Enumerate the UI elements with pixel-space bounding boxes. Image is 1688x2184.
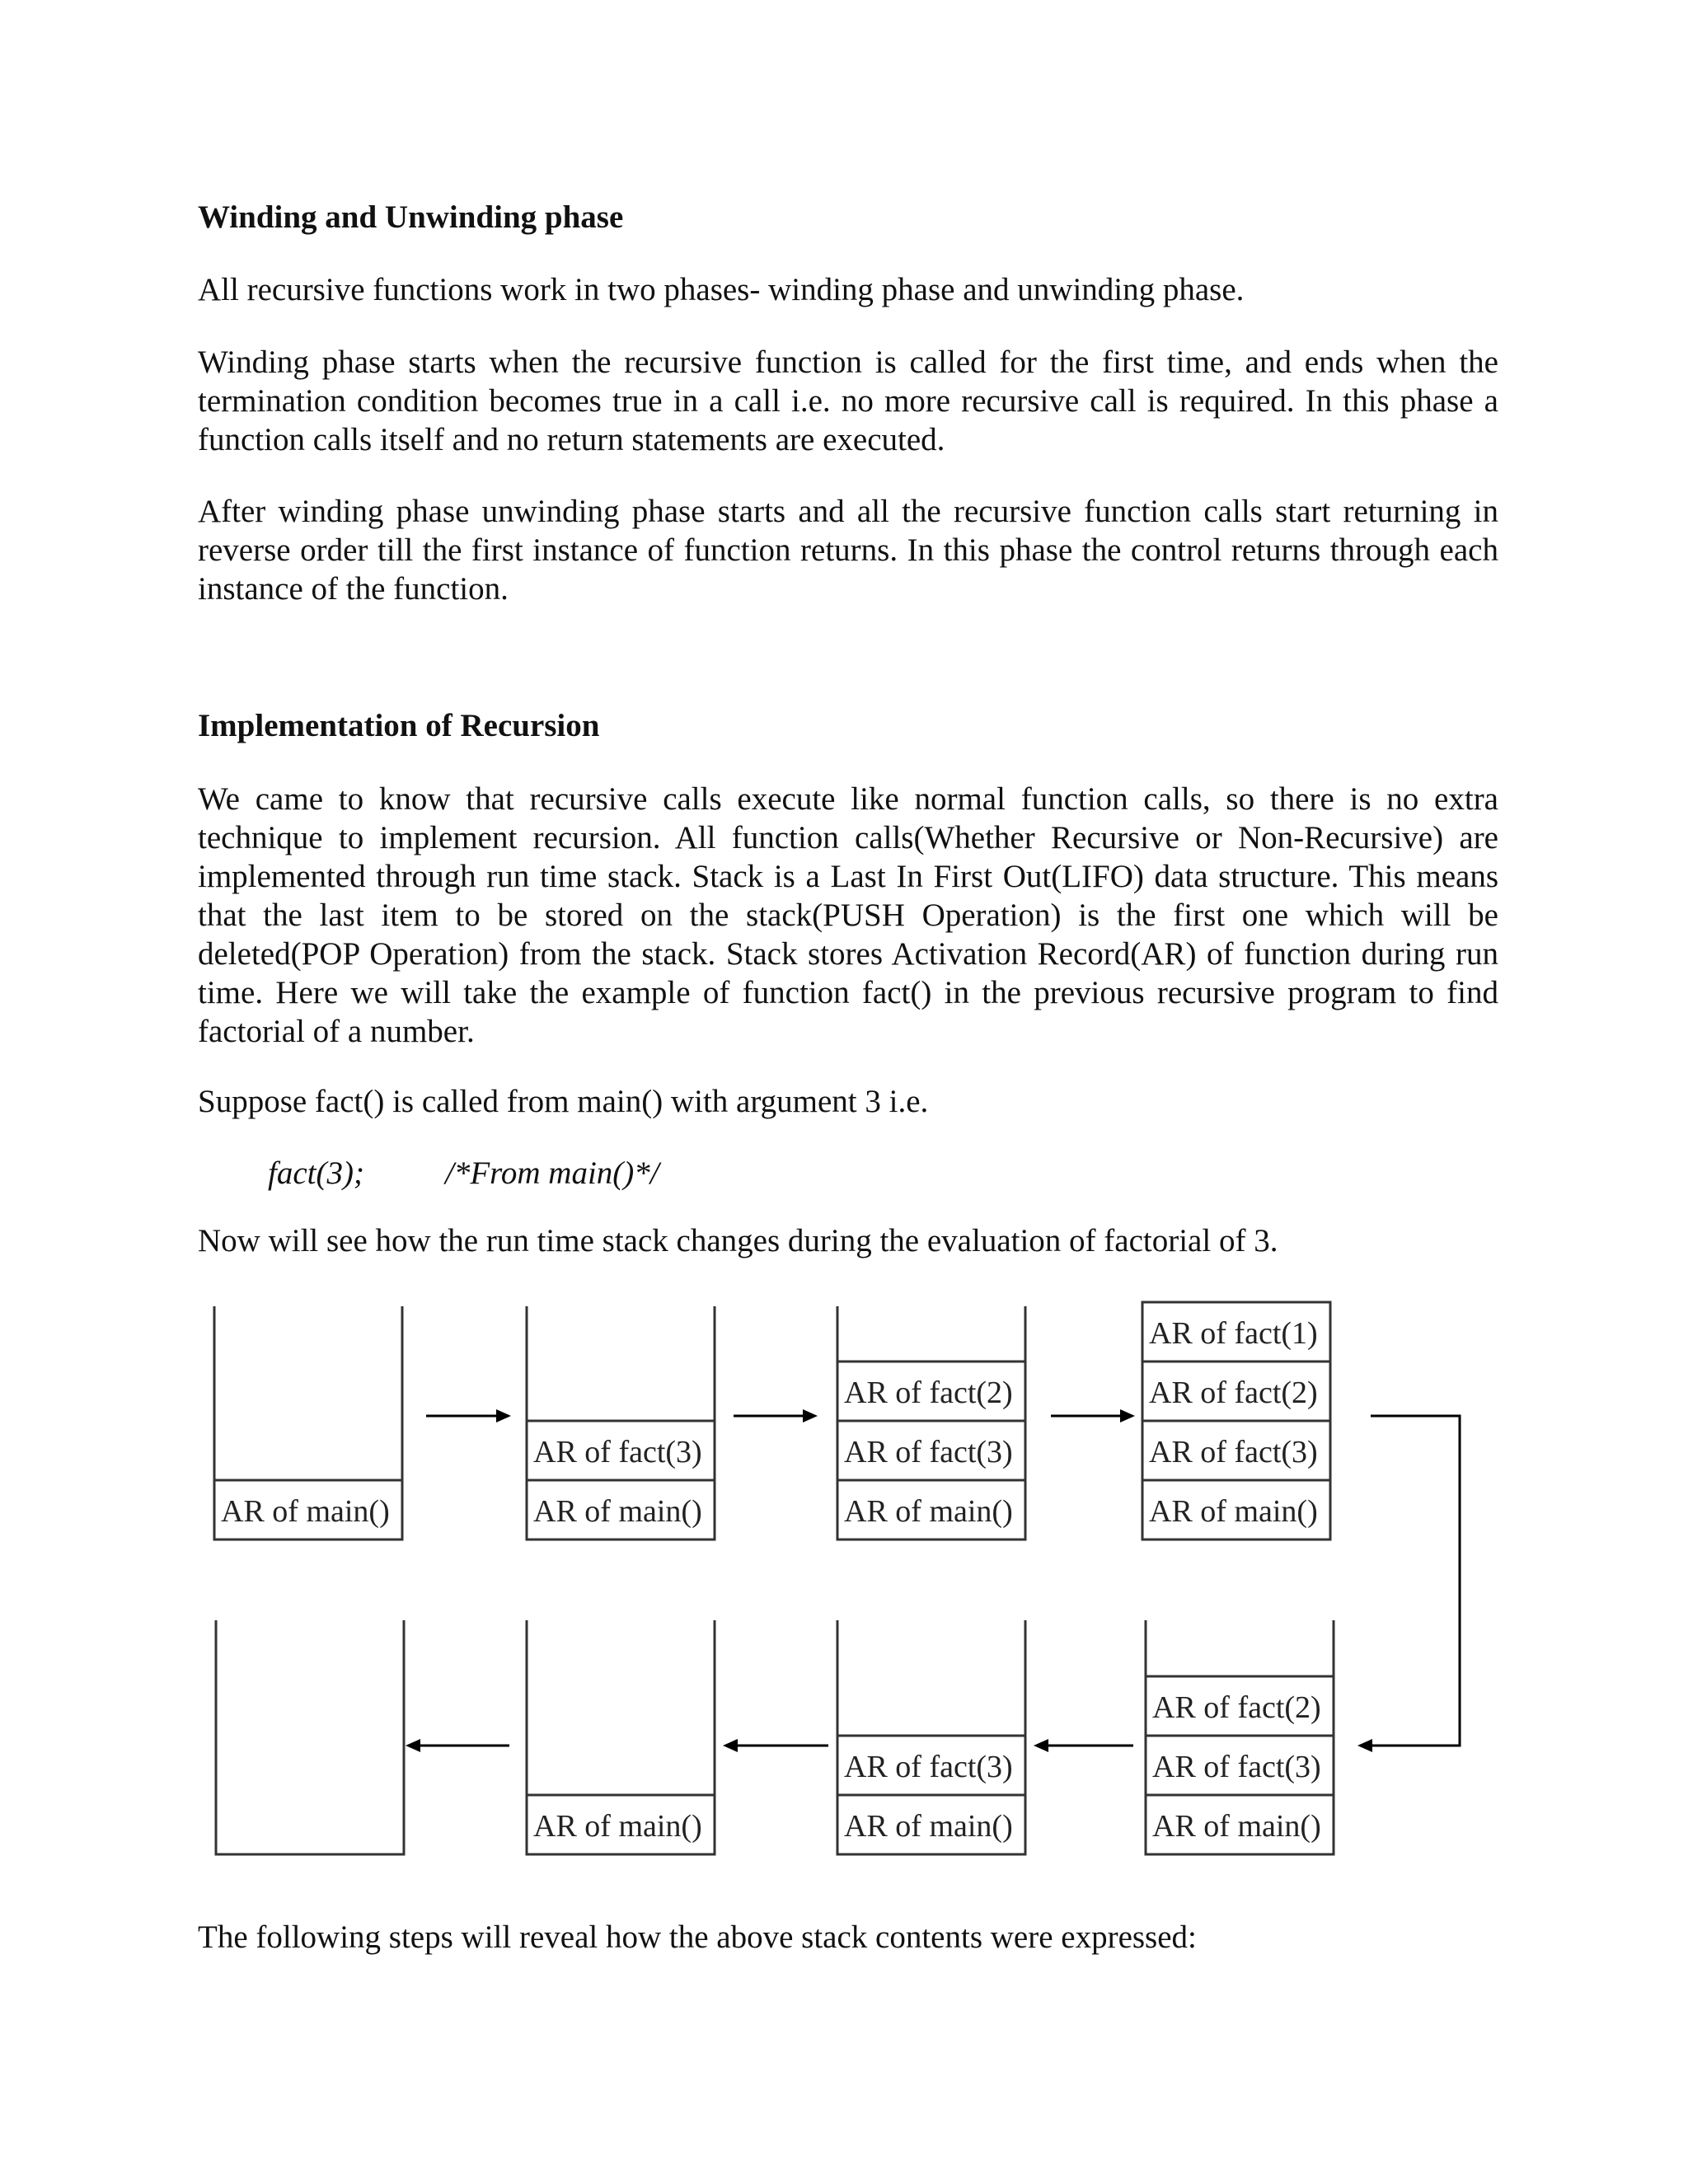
activation-record-label: AR of main() (533, 1494, 702, 1529)
code-comment: /*From main()*/ (445, 1155, 659, 1191)
activation-record-label: AR of main() (844, 1494, 1013, 1529)
unwinding-row-stack-4 (1146, 1620, 1334, 1854)
activation-record-label: AR of fact(3) (533, 1435, 702, 1469)
winding-row-stack-3 (837, 1306, 1025, 1540)
winding-row-stack-1 (214, 1306, 402, 1540)
activation-record-label: AR of main() (221, 1494, 390, 1529)
paragraph-fact-called: Suppose fact() is called from main() with argument 3 i.e. (198, 1084, 929, 1119)
activation-record-label: AR of fact(1) (1149, 1316, 1318, 1351)
heading-implementation: Implementation of Recursion (198, 708, 600, 743)
unwinding-row-stack-3 (837, 1620, 1025, 1854)
paragraph-unwinding-phase: After winding phase unwinding phase starts and all the recursive function calls start returning in reverse order till the first instance of function returns. In this phase the control returns through each instance of the function. (198, 494, 1498, 607)
activation-record-label: AR of fact(3) (1152, 1750, 1321, 1784)
unwinding-row-stack-2 (527, 1620, 715, 1854)
paragraph-two-phases: All recursive functions work in two phases- winding phase and unwinding phase. (198, 272, 1245, 307)
arrow-head-connector (1357, 1739, 1372, 1752)
winding-row-stack-4 (1142, 1302, 1330, 1540)
unwinding-row-stack-1 (216, 1620, 404, 1854)
activation-record-label: AR of fact(2) (1149, 1376, 1318, 1410)
arrow-head-pop-2 (723, 1739, 738, 1752)
activation-record-label: AR of fact(3) (1149, 1435, 1318, 1469)
arrow-head-pop-3 (406, 1739, 420, 1752)
arrow-head-push-3 (1120, 1409, 1135, 1422)
arrow-head-pop-1 (1034, 1739, 1048, 1752)
paragraph-stack-changes: Now will see how the run time stack changes during the evaluation of factorial of 3. (198, 1223, 1278, 1258)
arrow-head-push-1 (496, 1409, 511, 1422)
activation-record-label: AR of fact(2) (1152, 1690, 1321, 1725)
activation-record-label: AR of fact(3) (844, 1750, 1013, 1784)
activation-record-label: AR of fact(2) (844, 1376, 1013, 1410)
activation-record-label: AR of fact(3) (844, 1435, 1013, 1469)
arrow-head-push-2 (803, 1409, 818, 1422)
paragraph-run-time-stack: We came to know that recursive calls execute like normal function calls, so there is no extra technique to implement recursion. All function calls(Whether Recursive or Non-Recursive) are implemented through run time stack. Stack is a Last In First Out(LIFO) data structure. This means that the last item to be stored on the stack(PUSH Operation) is the first one which will be deleted(POP Operation) from the stack. Stack stores Activation Record(AR) of function during run time. Here we will take the example of function fact() in the previous recursive program to find factorial of a number. (198, 781, 1498, 1049)
paragraph-winding-phase: Winding phase starts when the recursive function is called for the first time, and ends when the termination condition becomes true in a call i.e. no more recursive call is required. In this phase a function calls itself and no return statements are executed. (198, 344, 1498, 457)
stack-container (216, 1620, 404, 1854)
activation-record-label: AR of main() (1149, 1494, 1318, 1529)
heading-winding-unwinding: Winding and Unwinding phase (198, 199, 624, 235)
code-call: fact(3); (268, 1155, 364, 1191)
winding-row-stack-2 (527, 1306, 715, 1540)
activation-record-label: AR of main() (533, 1809, 702, 1844)
paragraph-following-steps: The following steps will reveal how the above stack contents were expressed: (198, 1919, 1197, 1955)
activation-record-label: AR of main() (844, 1809, 1013, 1844)
activation-record-label: AR of main() (1152, 1809, 1321, 1844)
arrow-connector (1370, 1416, 1460, 1746)
